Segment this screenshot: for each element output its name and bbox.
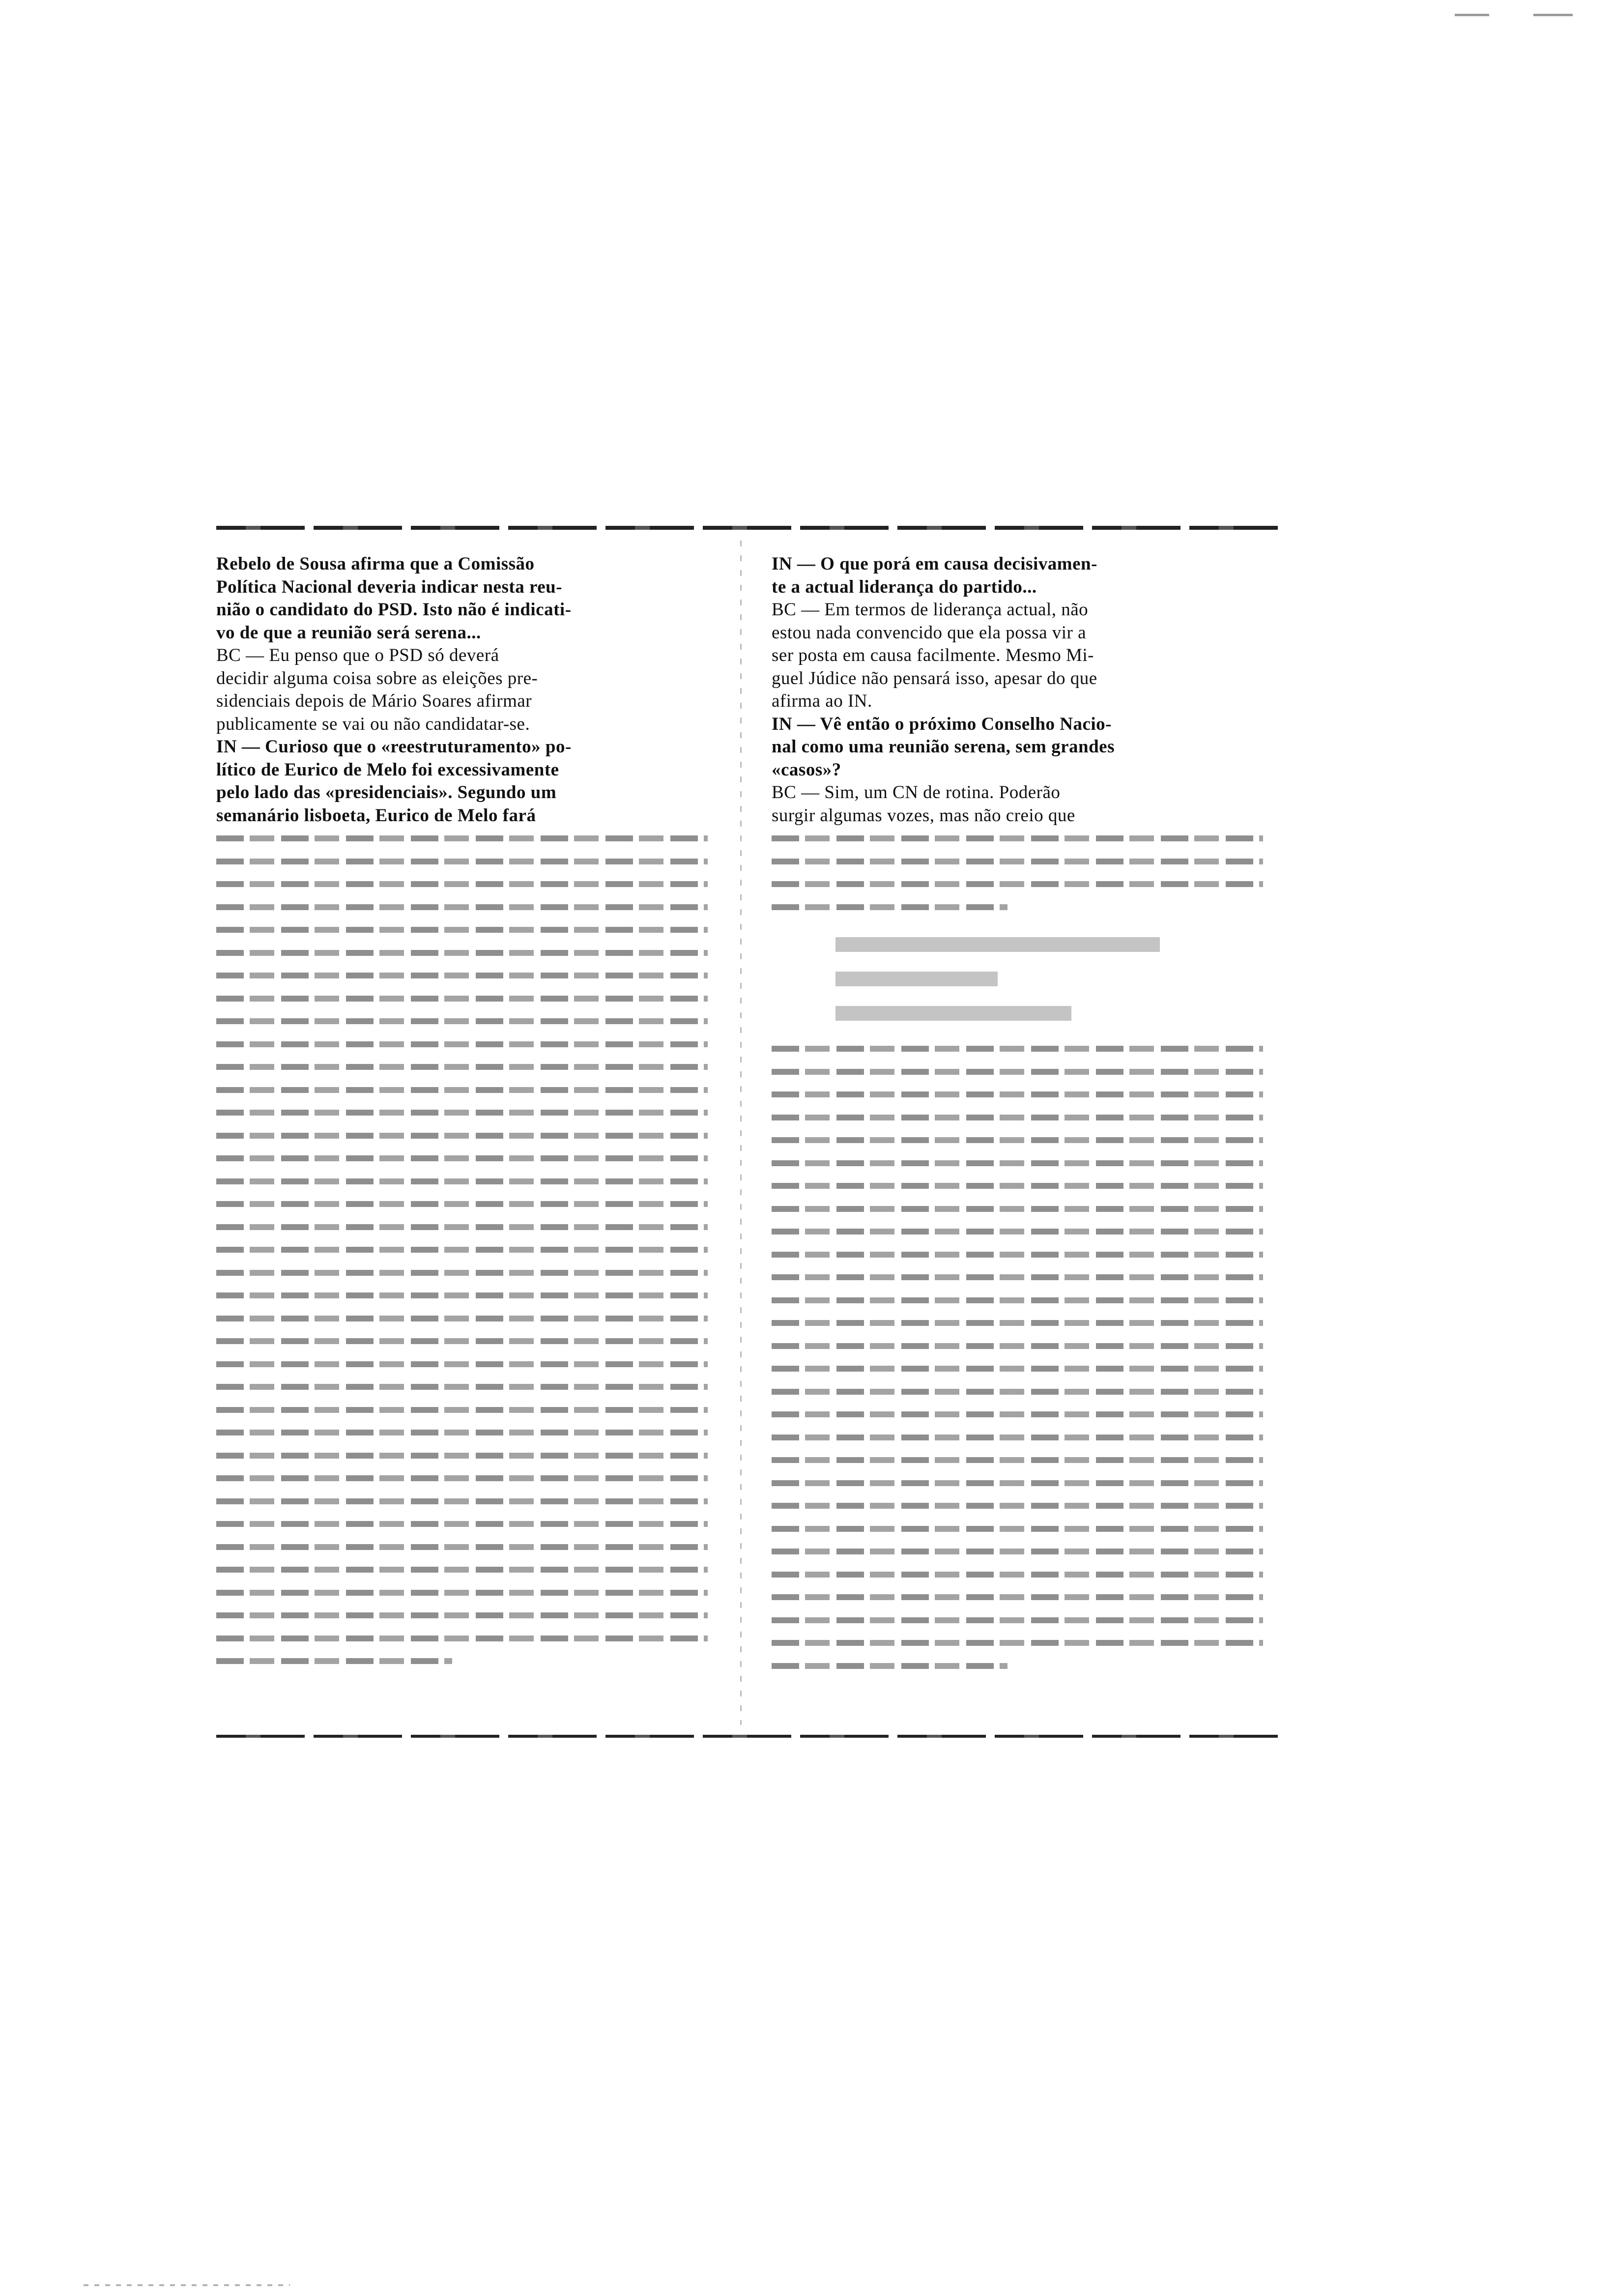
illegible-text-line bbox=[216, 1581, 708, 1605]
illegible-text-line bbox=[772, 1220, 1263, 1243]
illegible-text-line bbox=[772, 1563, 1263, 1586]
illegible-text-line bbox=[216, 1010, 708, 1033]
column-divider bbox=[740, 541, 742, 1725]
illegible-text-line bbox=[772, 1175, 1263, 1198]
illegible-text-line bbox=[772, 1357, 1263, 1380]
text-line: surgir algumas vozes, mas não creio que bbox=[772, 805, 1075, 826]
illegible-text-line bbox=[772, 1472, 1263, 1495]
illegible-text-line bbox=[772, 896, 1263, 919]
illegible-text-line bbox=[772, 827, 1263, 850]
text-line: estou nada convencido que ela possa vir a bbox=[772, 622, 1087, 643]
illegible-text-line bbox=[216, 1604, 708, 1627]
illegible-text-line bbox=[216, 942, 708, 965]
illegible-text-line bbox=[216, 964, 708, 987]
illegible-text-line bbox=[772, 1494, 1263, 1518]
illegible-heading-line bbox=[835, 937, 1160, 952]
illegible-text-line bbox=[216, 987, 708, 1010]
illegible-text-line bbox=[772, 1518, 1263, 1541]
illegible-text-line bbox=[772, 1609, 1263, 1632]
illegible-text-line bbox=[216, 918, 708, 942]
illegible-text-line bbox=[772, 1655, 1263, 1678]
illegible-text-line bbox=[772, 873, 1263, 896]
illegible-text-line bbox=[772, 1129, 1263, 1152]
illegible-text-line bbox=[216, 1170, 708, 1193]
text-line: Rebelo de Sousa afirma que a Comissão bbox=[216, 554, 535, 574]
illegible-text-line bbox=[772, 1198, 1263, 1221]
illegible-text-line bbox=[216, 1262, 708, 1285]
illegible-text-line bbox=[772, 1403, 1263, 1426]
illegible-text-line bbox=[216, 1330, 708, 1353]
illegible-text-line bbox=[216, 1421, 708, 1444]
illegible-text-line bbox=[772, 1586, 1263, 1609]
illegible-text-line bbox=[772, 1083, 1263, 1106]
illegible-text-line bbox=[772, 1106, 1263, 1129]
text-line: vo de que a reunião será serena... bbox=[216, 622, 481, 643]
illegible-text-line bbox=[216, 1079, 708, 1102]
illegible-text-line bbox=[216, 1399, 708, 1422]
illegible-text-line bbox=[216, 827, 708, 850]
illegible-text-line bbox=[216, 1376, 708, 1399]
scan-edge-mark bbox=[84, 2284, 290, 2286]
bottom-rule bbox=[216, 1735, 1278, 1738]
text-line: «casos»? bbox=[772, 759, 841, 780]
illegible-text-line bbox=[772, 1061, 1263, 1084]
illegible-text-line bbox=[216, 1307, 708, 1330]
text-line: guel Júdice não pensará isso, apesar do que bbox=[772, 668, 1097, 689]
illegible-text-line bbox=[216, 1650, 708, 1673]
text-line: te a actual liderança do partido... bbox=[772, 576, 1037, 597]
text-line: afirma ao IN. bbox=[772, 691, 872, 711]
illegible-text-line bbox=[216, 1444, 708, 1467]
illegible-text-line bbox=[772, 1266, 1263, 1289]
text-line: decidir alguma coisa sobre as eleições pre- bbox=[216, 668, 538, 689]
illegible-text-line bbox=[216, 873, 708, 896]
illegible-text-line bbox=[772, 1243, 1263, 1266]
illegible-text-line bbox=[216, 1033, 708, 1056]
right-column bbox=[772, 553, 1263, 1677]
illegible-text-line bbox=[216, 1558, 708, 1581]
text-line: IN — Curioso que o «reestruturamento» po- bbox=[216, 737, 572, 757]
text-line: publicamente se vai ou não candidatar-se. bbox=[216, 714, 530, 734]
scan-edge-mark bbox=[1533, 14, 1573, 16]
text-line: BC — Em termos de liderança actual, não bbox=[772, 600, 1089, 620]
left-column bbox=[216, 553, 708, 1673]
text-line: IN — O que porá em causa decisivamen- bbox=[772, 554, 1097, 574]
illegible-text-line bbox=[772, 1335, 1263, 1358]
text-line: ser posta em causa facilmente. Mesmo Mi- bbox=[772, 645, 1094, 665]
illegible-text-line bbox=[772, 850, 1263, 873]
illegible-text-line bbox=[216, 1193, 708, 1216]
scan-edge-mark bbox=[1455, 14, 1489, 16]
illegible-text-line bbox=[216, 1056, 708, 1079]
text-line: sidenciais depois de Mário Soares afirmar bbox=[216, 691, 532, 711]
illegible-text-line bbox=[216, 1238, 708, 1262]
illegible-heading-line bbox=[835, 1006, 1071, 1021]
illegible-text-line bbox=[772, 1289, 1263, 1312]
illegible-text-line bbox=[216, 1513, 708, 1536]
text-line: lítico de Eurico de Melo foi excessivamente bbox=[216, 759, 559, 780]
illegible-text-line bbox=[216, 1353, 708, 1376]
top-rule bbox=[216, 526, 1278, 530]
illegible-text-line bbox=[772, 1426, 1263, 1449]
text-line: nião o candidato do PSD. Isto não é indicati- bbox=[216, 600, 572, 620]
newspaper-clipping bbox=[216, 526, 1278, 1740]
illegible-text-line bbox=[772, 1312, 1263, 1335]
text-line: BC — Eu penso que o PSD só deverá bbox=[216, 645, 499, 665]
illegible-text-line bbox=[216, 1101, 708, 1124]
illegible-section-heading bbox=[772, 927, 1263, 1031]
illegible-heading-line bbox=[835, 972, 998, 986]
illegible-text-line bbox=[772, 1152, 1263, 1175]
illegible-text-line bbox=[772, 1449, 1263, 1472]
illegible-text-line bbox=[216, 850, 708, 873]
illegible-text-line bbox=[216, 896, 708, 919]
text-line: Política Nacional deveria indicar nesta reu- bbox=[216, 576, 563, 597]
illegible-text-line bbox=[216, 1536, 708, 1559]
illegible-text-line bbox=[772, 1632, 1263, 1655]
text-line: pelo lado das «presidenciais». Segundo um bbox=[216, 782, 557, 803]
illegible-text-line bbox=[216, 1490, 708, 1513]
illegible-text-line bbox=[772, 1540, 1263, 1563]
text-line: IN — Vê então o próximo Conselho Nacio- bbox=[772, 714, 1112, 734]
illegible-text-line bbox=[772, 1380, 1263, 1404]
illegible-text-line bbox=[216, 1124, 708, 1148]
illegible-text-line bbox=[216, 1147, 708, 1170]
illegible-text-line bbox=[216, 1216, 708, 1239]
illegible-text-line bbox=[216, 1284, 708, 1307]
text-line: nal como uma reunião serena, sem grandes bbox=[772, 737, 1115, 757]
text-line: BC — Sim, um CN de rotina. Poderão bbox=[772, 782, 1061, 803]
illegible-text-line bbox=[216, 1627, 708, 1650]
illegible-text-line bbox=[216, 1467, 708, 1490]
text-line: semanário lisboeta, Eurico de Melo fará bbox=[216, 805, 536, 826]
illegible-text-line bbox=[772, 1037, 1263, 1061]
